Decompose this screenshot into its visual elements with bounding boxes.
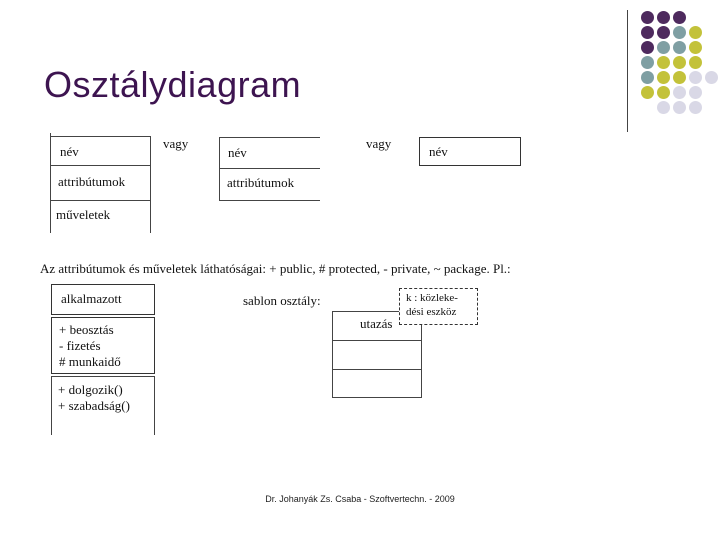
decor-dot	[641, 71, 654, 84]
decor-dot	[689, 26, 702, 39]
or-label-1: vagy	[163, 136, 189, 151]
decor-dot	[689, 86, 702, 99]
decor-dot	[689, 41, 702, 54]
decor-dot	[641, 11, 654, 24]
visibility-description: Az attribútumok és műveletek láthatóságai: + public, # protected, - private, ~ package. Pl.:	[40, 261, 511, 276]
class-name-label-2: név	[228, 145, 247, 160]
template-class-name: utazás	[360, 316, 393, 331]
decor-dot	[689, 56, 702, 69]
class-name-label-3: név	[429, 144, 448, 159]
decor-dot	[673, 71, 686, 84]
example-attribute-2: - fizetés	[59, 338, 101, 353]
decor-dot	[657, 86, 670, 99]
decor-dot	[657, 41, 670, 54]
decor-dot	[641, 26, 654, 39]
decor-dot	[689, 101, 702, 114]
class-notation-name-only	[419, 137, 521, 166]
template-parameter-box	[399, 288, 478, 325]
decor-dot	[673, 41, 686, 54]
attributes-label-2: attribútumok	[227, 175, 295, 190]
decor-dot	[657, 11, 670, 24]
decor-dot	[673, 26, 686, 39]
template-parameter-line-1: k : közleke-	[406, 292, 458, 304]
example-attribute-3: # munkaidő	[59, 354, 121, 369]
or-label-2: vagy	[366, 136, 392, 151]
example-operation-1: + dolgozik()	[58, 382, 123, 397]
operations-label: műveletek	[56, 207, 111, 222]
template-class-label: sablon osztály:	[243, 293, 321, 308]
page-title: Osztálydiagram	[44, 64, 302, 105]
footer-credit: Dr. Johanyák Zs. Csaba - Szoftvertechn. - 2009	[265, 494, 455, 504]
attributes-label: attribútumok	[58, 174, 126, 189]
example-attribute-1: + beosztás	[59, 322, 114, 337]
example-class-name-box	[51, 284, 155, 315]
decor-dot	[641, 86, 654, 99]
decor-dot	[673, 101, 686, 114]
decor-dot	[673, 11, 686, 24]
example-attributes-box	[51, 317, 155, 374]
example-class-name: alkalmazott	[61, 291, 122, 306]
decor-vertical-line	[627, 10, 628, 132]
decor-dot	[657, 101, 670, 114]
example-operation-2: + szabadság()	[58, 398, 130, 413]
decor-dot	[673, 86, 686, 99]
decor-dot	[689, 71, 702, 84]
decor-dot	[705, 71, 718, 84]
decor-dot	[673, 56, 686, 69]
template-parameter-line-2: dési eszköz	[406, 306, 457, 318]
decor-dot	[657, 26, 670, 39]
decor-dot	[641, 56, 654, 69]
decor-dot	[657, 56, 670, 69]
decor-dot	[657, 71, 670, 84]
class-name-label: név	[60, 144, 79, 159]
decor-dot	[641, 41, 654, 54]
